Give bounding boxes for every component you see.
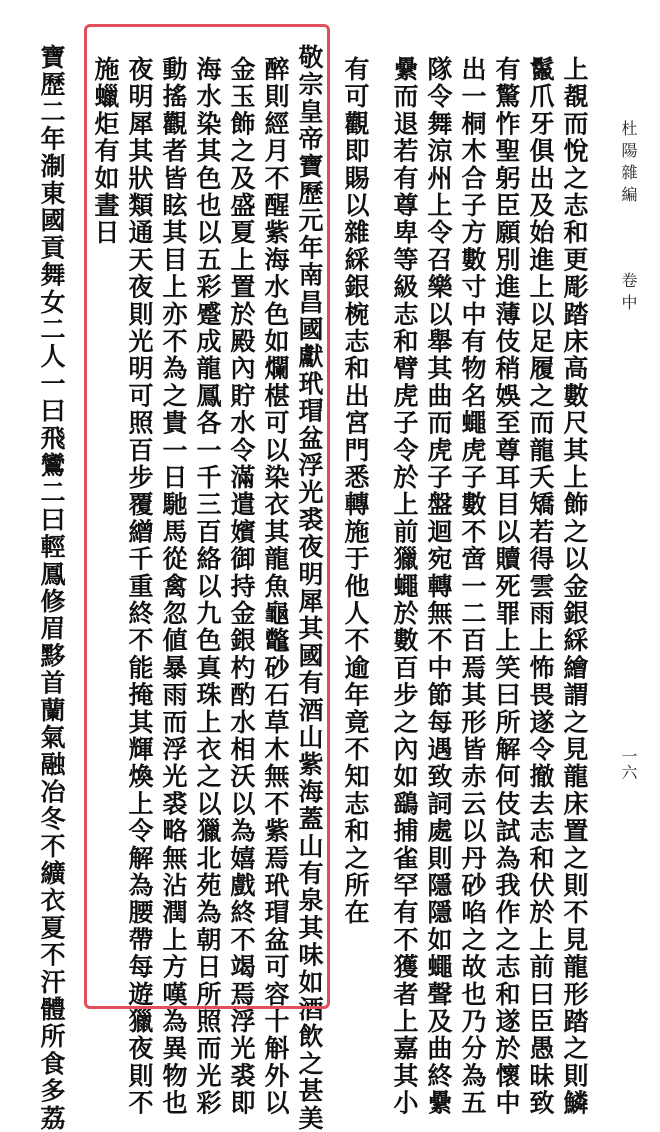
text-column-5: 隊令舞涼州上令召樂以舉其曲而虎子盤迴宛轉無不中節每遇致詞處則隱隱如蠅聲及曲終纍 [424,56,453,1117]
running-section: 卷中 [619,272,638,316]
text-column-4: 出一桐木合子方數寸中有物名蠅虎子數不啻一二百焉其形皆赤云以丹砂啗之故也乃分為五 [458,56,487,1117]
text-column-7: 有可觀即賜以雜綵銀椀志和出宮門悉轉施于他人不逾年竟不知志和之所在 [341,56,370,927]
text-column-9: 醉則經月不醒紫海水色如爛椹可以染衣其龍魚龜鼈砂石草木無不紫焉玳瑁盆可容十斛外以 [261,56,290,1117]
highlight-box [84,24,330,1009]
text-column-15: 寶歷二年淛東國貢舞女二人一曰飛鸞二曰輕鳳修眉黟首蘭氣融冶冬不纊衣夏不汗體所食多荔 [37,44,66,1132]
text-column-2: 鬣爪牙俱出及始進上以足履之而龍夭矯若得雲雨上怖畏遂令撤去志和伏於上前曰臣愚昧致 [526,56,555,1117]
text-column-8: 敬宗皇帝寶歷元年南昌國獻玳瑁盆浮光裘夜明犀其國有酒山紫海蓋山有泉其味如酒飲之甚美 [295,44,324,1132]
running-title: 杜陽雜編 [619,120,638,208]
text-column-13: 夜明犀其狀類通天夜則光明可照百步覆繒千重終不能掩其輝煥上令解為腰帶每遊獵夜則不 [125,56,154,1117]
text-column-3: 有驚怍聖躬臣願別進薄伎稍娛至尊耳目以贖死罪上笑曰所解何伎試為我作之志和遂於懷中 [492,56,521,1117]
text-column-1: 上覩而悅之志和更彫踏床高數尺其上飾之以金銀綵繪謂之見龍床置之則不見龍形踏之則鱗 [560,56,589,1117]
text-column-11: 海水染其色也以五彩蹙成龍鳳各一千三百絡以九色真珠上衣之以獵北苑為朝日所照而光彩 [193,56,222,1117]
text-column-6: 纍而退若有尊卑等級志和臂虎子令於上前獵蠅於數百步之內如鷂捕雀罕有不獲者上嘉其小 [390,56,419,1117]
page-number: 一六 [619,748,638,780]
text-column-14: 施蠟炬有如晝日 [91,56,120,247]
text-column-10: 金玉飾之及盛夏上置於殿內貯水令滿遣嬪御持金銀杓酌水相沃以為嬉戲終不竭焉浮光裘即 [227,56,256,1117]
text-column-12: 動搖觀者皆眩其目上亦不為之貴一日馳馬從禽忽値暴雨而浮光裘略無沾潤上方嘆為異物也 [159,56,188,1117]
